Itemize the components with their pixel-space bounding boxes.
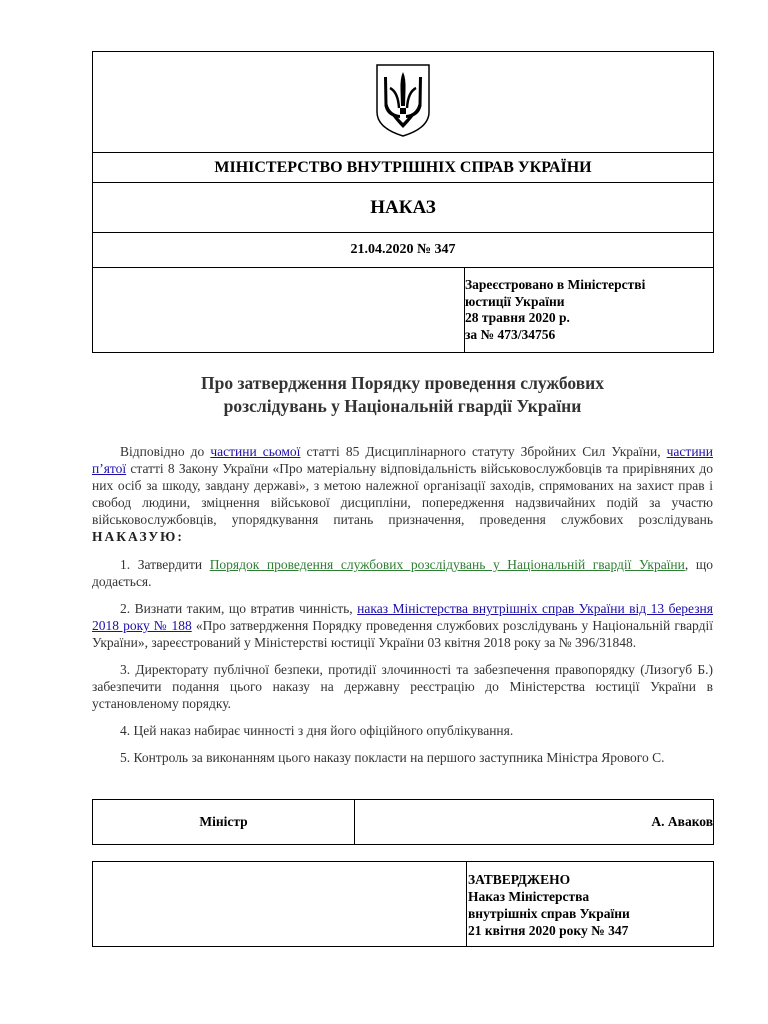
approval-table [92,861,714,947]
item-2 [92,600,713,651]
link-order-188[interactable]: наказ Міністерства внутрішніх справ України від 13 березня 2018 року № 188 [92,601,713,633]
item-4: 4. Цей наказ набирає чинності з дня його офіційного опублікування. [120,723,514,738]
preamble-text: Відповідно до [120,444,211,459]
registration-line: юстиції України [465,293,565,309]
registration-row [93,268,714,353]
emblem-cell [93,52,714,153]
link-procedure[interactable]: Порядок проведення службових розслідувань у Національній гвардії України [209,557,685,572]
title-line: Про затвердження Порядку проведення службових [200,373,604,393]
item-text: «Про затвердження Порядку проведення службових розслідувань у Національній гвардії України», зареєстрований у Міністерстві юстиції України 03 квітня 2018 року за № 396/31848. [92,618,714,650]
approval-empty-cell [93,862,467,947]
approval-line: ЗАТВЕРДЖЕНО [468,872,571,887]
item-text: , що додається. [92,557,713,589]
date-number: 21.04.2020 № 347 [93,233,714,268]
signatory-name: А. Аваков [355,800,714,845]
document-body [92,443,713,776]
title-line: розслідувань у Національній гвардії України [223,396,582,416]
preamble-paragraph [92,443,713,545]
approval-line: Наказ Міністерства [468,889,590,904]
approval-stamp [467,862,714,947]
registration-line: за № 473/34756 [465,326,556,342]
approval-line: внутрішніх справ України [468,906,630,921]
document-type: НАКАЗ [93,183,714,233]
preamble-text: статті 8 Закону України «Про матеріальну відповідальність військовослужбовців та прирівняних до них осіб за шкоду, завдану державі», з метою належної організації заходів, спрямованих на захист прав і свобод людини, зміцнення військової дисципліни, попередження надзвичайних подій за участю військовослужбовців, упорядкування питань призначення, проведення службових розслідувань [92,461,713,527]
registration-line: 28 травня 2020 р. [465,310,570,325]
link-part-seven[interactable]: частини сьомої [210,444,301,459]
signature-table [92,799,714,845]
item-3: 3. Директорату публічної безпеки, протидії злочинності та забезпечення правопорядку (Лизогуб Б.) забезпечити подання цього наказу на державну реєстрацію до Міністерства юстиції України в установленому порядку. [92,662,713,711]
order-word: НАКАЗУЮ: [92,529,184,544]
header-table [92,51,714,353]
approval-line: 21 квітня 2020 року № 347 [468,923,629,938]
registration-line: Зареєстровано в Міністерстві [465,277,646,292]
preamble-text: статті 85 Дисциплінарного статуту Збройних Сил України, [300,444,667,459]
item-1 [92,556,713,590]
signatory-position: Міністр [93,800,355,845]
link-part-five[interactable]: частини п’ятої [92,444,713,476]
ministry-name: МІНІСТЕРСТВО ВНУТРІШНІХ СПРАВ УКРАЇНИ [93,153,714,183]
item-5: 5. Контроль за виконанням цього наказу покласти на першого заступника Міністра Ярового С. [120,750,665,765]
document-title [120,372,685,418]
registration-empty-cell [93,268,465,352]
trident-emblem-icon [373,62,433,138]
item-text: 1. Затвердити [120,557,210,572]
registration-stamp [465,268,714,352]
item-text: 2. Визнати таким, що втратив чинність, [120,601,358,616]
